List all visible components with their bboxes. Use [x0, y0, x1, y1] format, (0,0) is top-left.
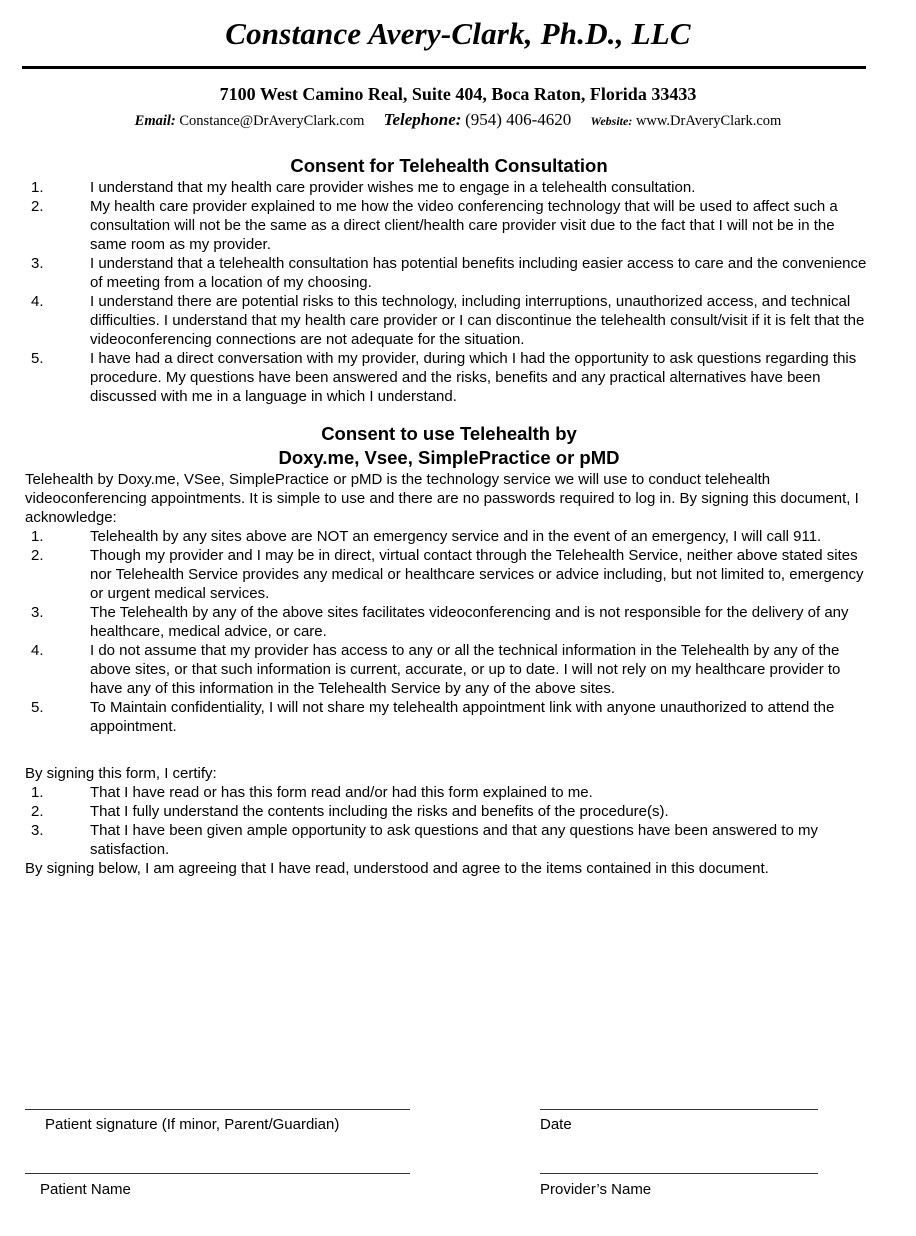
- list-item: [25, 292, 873, 349]
- section-title-line-1: Consent to use Telehealth by: [321, 423, 577, 444]
- item-text: I do not assume that my provider has access to any or all the technical information in the Telehealth by any of the above sites, or that such information is current, accurate, or up to date. I will not rely on my healthcare provider to have any of this information in the Telehealth Service by any of the above sites.: [90, 642, 841, 697]
- practice-name: Constance Avery-Clark, Ph.D., LLC: [225, 16, 691, 51]
- list-item: [25, 349, 873, 406]
- item-text: That I have read or has this form read and/or had this form explained to me.: [90, 784, 593, 801]
- platform-consent-section: [25, 422, 873, 736]
- list-item: [25, 603, 873, 641]
- list-item: [25, 802, 873, 821]
- item-number: 2.: [31, 547, 44, 564]
- list-item: [25, 178, 873, 197]
- item-number: 1.: [31, 784, 44, 801]
- item-text: I have had a direct conversation with my provider, during which I had the opportunity to ask questions regarding this procedure. My questions have been answered and the risks, benefits and any practical alternatives have been discussed with me in a language in which I understand.: [90, 350, 857, 405]
- telehealth-consent-section: [25, 154, 873, 406]
- website-value: www.DrAveryClark.com: [635, 113, 782, 129]
- item-number: 1.: [31, 528, 44, 545]
- header-divider: [22, 66, 866, 69]
- item-number: 1.: [31, 179, 44, 196]
- list-item: [25, 783, 873, 802]
- telephone-value: (954) 406-4620: [465, 110, 572, 129]
- item-number: 4.: [31, 293, 44, 310]
- item-text: Though my provider and I may be in direct, virtual contact through the Telehealth Service, neither above stated sites nor Telehealth Service provides any medical or healthcare services or advice including, but not limited to, emergency or urgent medical services.: [90, 547, 864, 602]
- item-number: 3.: [31, 604, 44, 621]
- patient-name-label: Patient Name: [40, 1181, 131, 1198]
- platform-acknowledgement-list: [25, 527, 873, 736]
- telephone-label: Telephone:: [383, 110, 462, 129]
- item-text: I understand that my health care provider wishes me to engage in a telehealth consultation.: [90, 179, 696, 196]
- item-text: My health care provider explained to me how the video conferencing technology that will be used to affect such a consultation will not be the same as a direct client/health care provider visit due to the fact that I will not be in the same room as my provider.: [90, 198, 838, 253]
- list-item: [25, 698, 873, 736]
- practice-address: 7100 West Camino Real, Suite 404, Boca Raton, Florida 33433: [219, 84, 697, 104]
- list-item: [25, 527, 873, 546]
- platform-intro-paragraph: Telehealth by Doxy.me, VSee, SimplePractice or pMD is the technology service we will use to conduct telehealth videoconferencing appointments. It is simple to use and there are no passwords required to log in. By signing this document, I acknowledge:: [25, 471, 859, 526]
- item-number: 5.: [31, 350, 44, 367]
- patient-signature-line[interactable]: [25, 1109, 410, 1110]
- list-item: [25, 546, 873, 603]
- list-item: [25, 821, 873, 859]
- section-title-line-2: Doxy.me, Vsee, SimplePractice or pMD: [278, 447, 620, 468]
- date-label: Date: [540, 1116, 572, 1133]
- certify-intro: By signing this form, I certify:: [25, 765, 217, 782]
- patient-name-line[interactable]: [25, 1173, 410, 1174]
- email-label: Email:: [134, 113, 176, 129]
- patient-signature-label: Patient signature (If minor, Parent/Guardian): [45, 1116, 340, 1133]
- section-title: Consent for Telehealth Consultation: [290, 155, 608, 176]
- item-text: I understand there are potential risks to this technology, including interruptions, unauthorized access, and technical difficulties. I understand that my health care provider or I can discontinue the telehealth consult/visit if it is felt that the videoconferencing connections are not adequate for the situation.: [90, 293, 865, 348]
- list-item: [25, 254, 873, 292]
- item-number: 3.: [31, 822, 44, 839]
- item-text: To Maintain confidentiality, I will not share my telehealth appointment link with anyone unauthorized to attend the appointment.: [90, 699, 835, 735]
- website-label: Website:: [590, 114, 633, 128]
- email-value: Constance@DrAveryClark.com: [179, 113, 365, 129]
- provider-name-label: Provider’s Name: [540, 1181, 652, 1198]
- telehealth-consent-list: [25, 178, 873, 406]
- contact-info: [0, 110, 916, 130]
- item-text: I understand that a telehealth consultation has potential benefits including easier access to care and the convenience of meeting from a location of my choosing.: [90, 255, 867, 291]
- agreement-paragraph: By signing below, I am agreeing that I have read, understood and agree to the items contained in this document.: [25, 860, 769, 877]
- item-text: The Telehealth by any of the above sites facilitates videoconferencing and is not responsible for the delivery of any healthcare, medical advice, or care.: [90, 604, 849, 640]
- item-number: 2.: [31, 803, 44, 820]
- item-number: 2.: [31, 198, 44, 215]
- item-number: 3.: [31, 255, 44, 272]
- provider-name-line[interactable]: [540, 1173, 818, 1174]
- list-item: [25, 641, 873, 698]
- date-line[interactable]: [540, 1109, 818, 1110]
- item-text: That I have been given ample opportunity to ask questions and that any questions have been answered to my satisfaction.: [90, 822, 818, 858]
- item-text: That I fully understand the contents including the risks and benefits of the procedure(s).: [90, 803, 669, 820]
- item-number: 4.: [31, 642, 44, 659]
- form-body: [25, 154, 873, 878]
- item-text: Telehealth by any sites above are NOT an emergency service and in the event of an emergency, I will call 911.: [90, 528, 822, 545]
- certify-list: [25, 783, 873, 859]
- item-number: 5.: [31, 699, 44, 716]
- certify-section: [25, 764, 873, 859]
- list-item: [25, 197, 873, 254]
